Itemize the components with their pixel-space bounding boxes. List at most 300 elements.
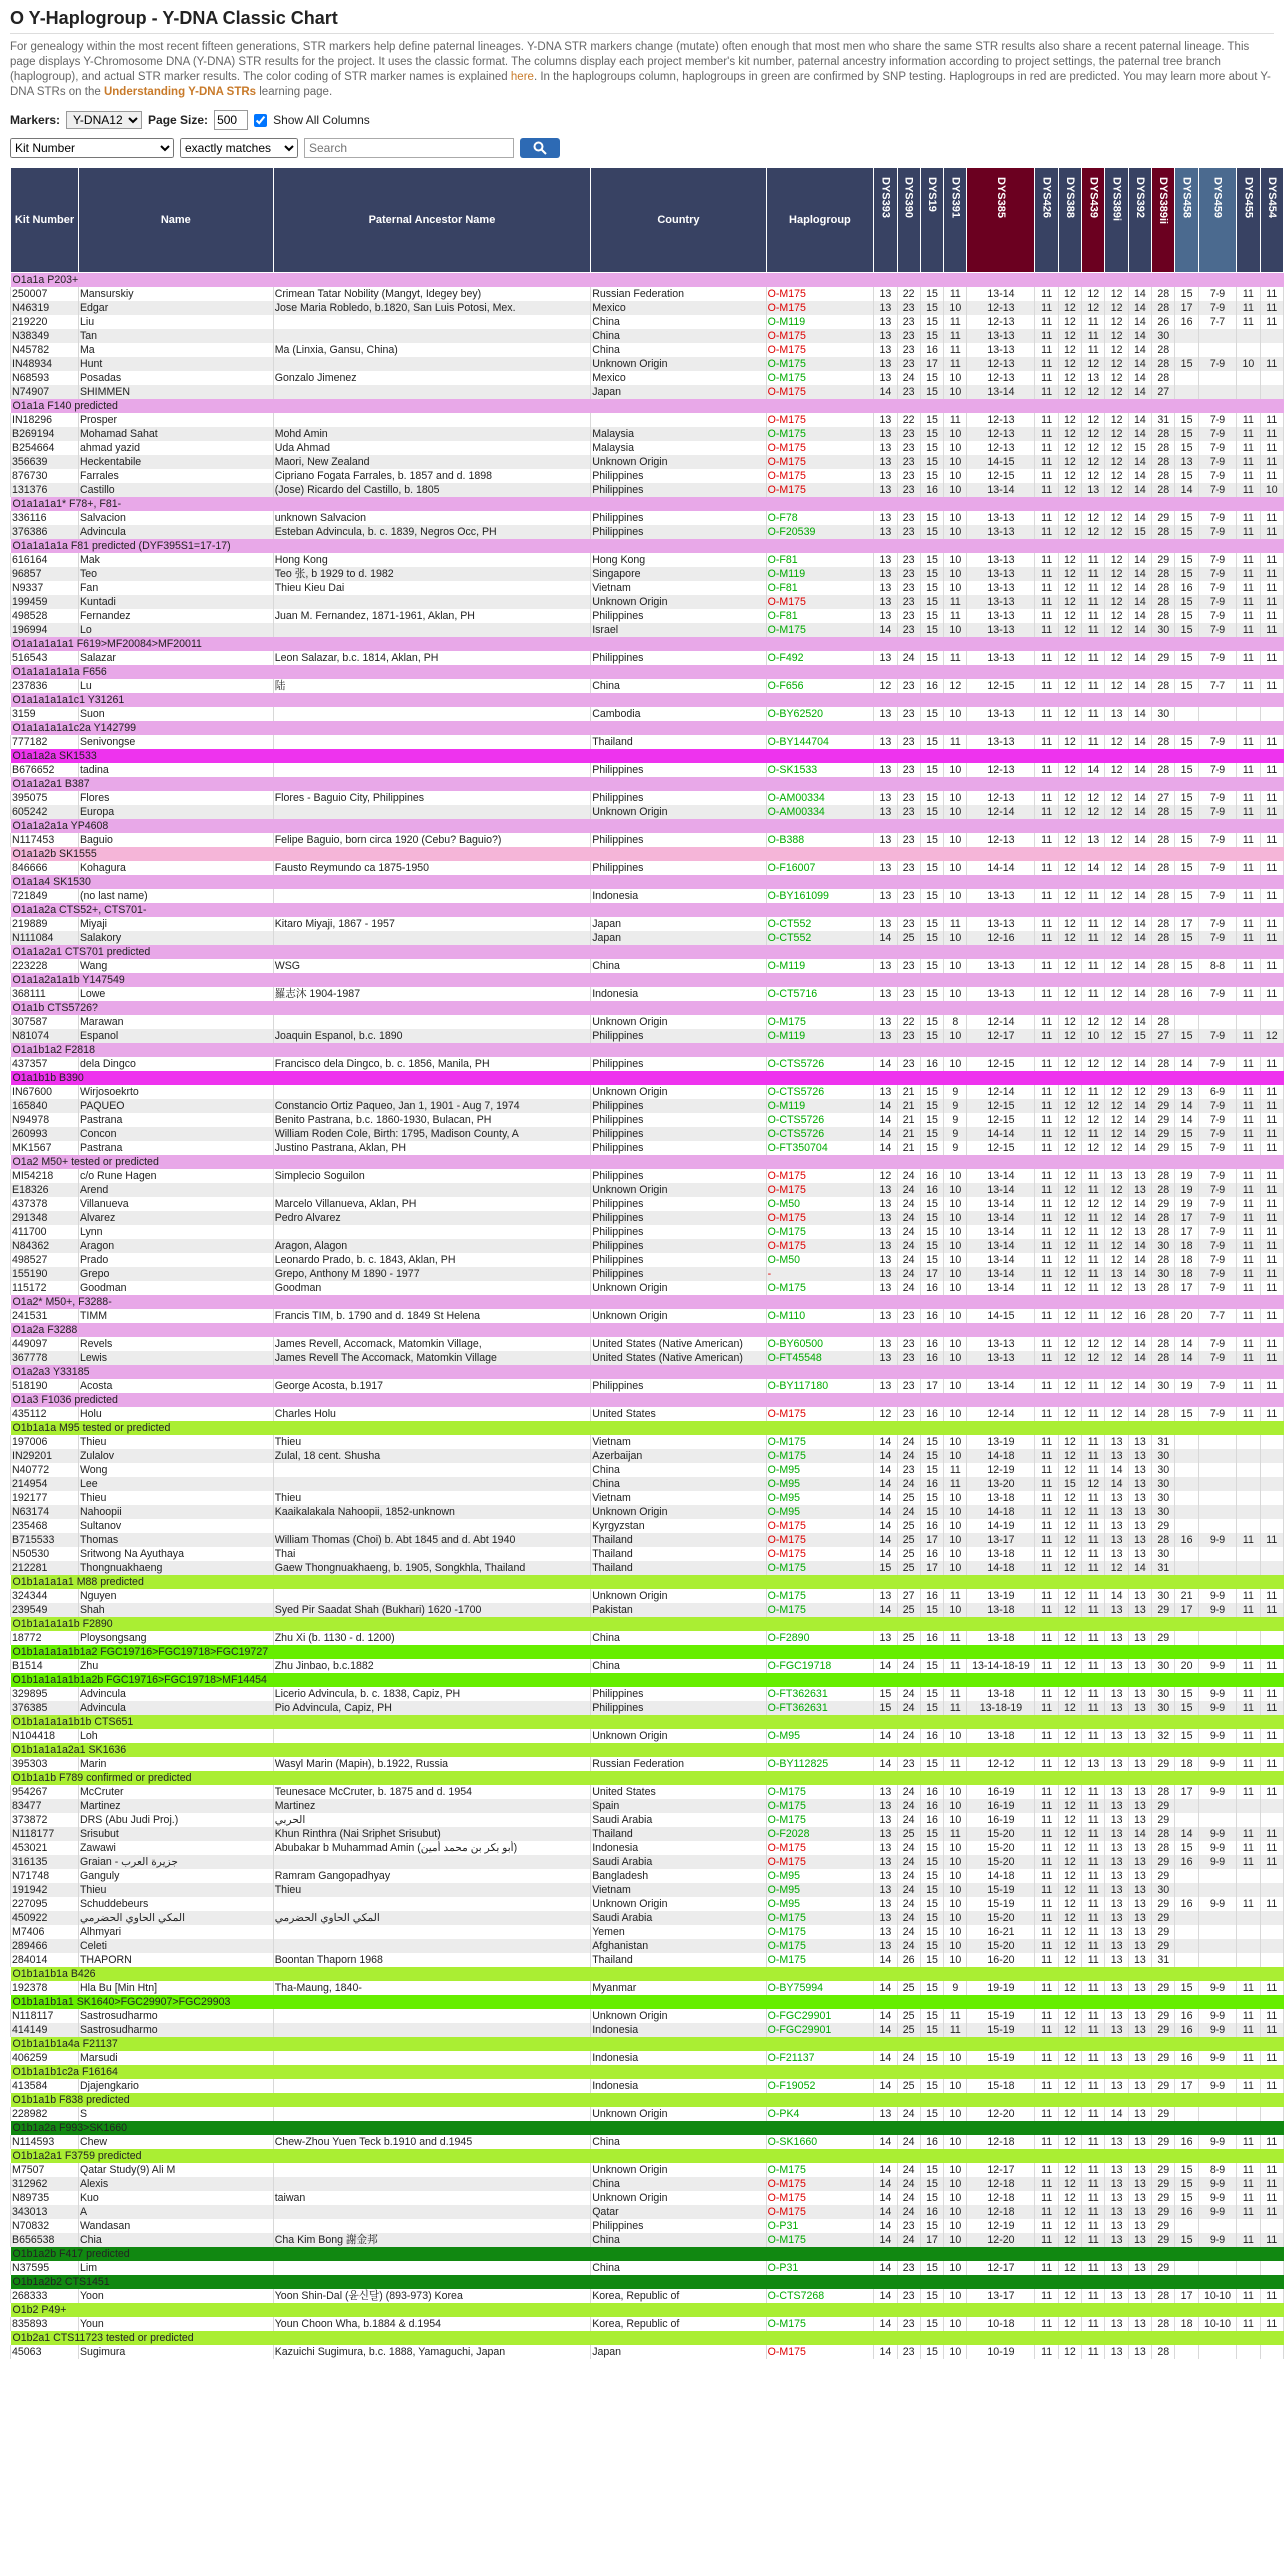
str-value: 13 xyxy=(874,1897,897,1911)
str-value: 10 xyxy=(944,1925,967,1939)
str-value: 23 xyxy=(897,483,920,497)
haplogroup: O-FT45548 xyxy=(766,1351,874,1365)
table-row[interactable] xyxy=(11,1813,1284,1827)
table-row[interactable] xyxy=(11,1085,1284,1099)
table-row[interactable] xyxy=(11,1029,1284,1043)
str-value: 12-14 xyxy=(967,1085,1035,1099)
column-header-dys385[interactable] xyxy=(967,168,1035,273)
table-row[interactable] xyxy=(11,735,1284,749)
table-row[interactable] xyxy=(11,2219,1284,2233)
table-row[interactable] xyxy=(11,553,1284,567)
str-value: 9 xyxy=(944,1141,967,1155)
str-value: 28 xyxy=(1152,959,1175,973)
table-row[interactable] xyxy=(11,1939,1284,1953)
table-row[interactable] xyxy=(11,1799,1284,1813)
member-name: Kuo xyxy=(78,2191,273,2205)
str-value: 12 xyxy=(1082,441,1105,455)
table-row[interactable] xyxy=(11,623,1284,637)
table-row[interactable] xyxy=(11,371,1284,385)
table-row[interactable] xyxy=(11,2177,1284,2191)
table-row[interactable] xyxy=(11,1015,1284,1029)
str-value: 28 xyxy=(1152,483,1175,497)
table-row[interactable] xyxy=(11,1057,1284,1071)
table-row[interactable] xyxy=(11,413,1284,427)
table-row[interactable] xyxy=(11,1491,1284,1505)
str-value xyxy=(1260,1435,1283,1449)
str-value: 14 xyxy=(1128,1057,1151,1071)
str-value: 11 xyxy=(1260,595,1283,609)
column-header-kit-number[interactable]: Kit Number xyxy=(11,168,79,273)
column-header-dys455[interactable] xyxy=(1237,168,1260,273)
table-row[interactable] xyxy=(11,2233,1284,2247)
table-row[interactable] xyxy=(11,1337,1284,1351)
str-value: 14 xyxy=(874,1603,897,1617)
table-row[interactable] xyxy=(11,1113,1284,1127)
str-value: 28 xyxy=(1152,1225,1175,1239)
country: Philippines xyxy=(591,483,766,497)
table-row[interactable] xyxy=(11,2107,1284,2121)
learning-page-link[interactable]: Understanding Y-DNA STRs xyxy=(103,86,257,98)
str-value: 14 xyxy=(1128,763,1151,777)
str-value: 13 xyxy=(1105,2023,1128,2037)
str-value: 11 xyxy=(1237,987,1260,1001)
table-row[interactable] xyxy=(11,1659,1284,1673)
str-value: 17 xyxy=(1175,1211,1198,1225)
str-value: 13 xyxy=(1128,1729,1151,1743)
str-value: 12 xyxy=(1058,595,1081,609)
str-value xyxy=(1198,1939,1237,1953)
str-value: 12 xyxy=(1105,441,1128,455)
str-value: 16-19 xyxy=(967,1785,1035,1799)
table-row[interactable] xyxy=(11,1127,1284,1141)
str-value: 11 xyxy=(1082,1491,1105,1505)
table-row[interactable] xyxy=(11,511,1284,525)
table-row[interactable] xyxy=(11,1533,1284,1547)
str-value: 11 xyxy=(1237,1183,1260,1197)
str-value: 13-20 xyxy=(967,1477,1035,1491)
haplogroup-group-row xyxy=(11,1393,1284,1407)
str-value: 11 xyxy=(1035,1953,1058,1967)
country: China xyxy=(591,959,766,973)
str-value: 11 xyxy=(1035,1029,1058,1043)
paternal-ancestor: Teo 张, b 1929 to d. 1982 xyxy=(273,567,590,581)
table-row[interactable] xyxy=(11,1953,1284,1967)
str-value: 24 xyxy=(897,1169,920,1183)
column-header-dys391[interactable] xyxy=(944,168,967,273)
table-row[interactable] xyxy=(11,595,1284,609)
paternal-ancestor: Kazuichi Sugimura, b.c. 1888, Yamaguchi, Japan xyxy=(273,2345,590,2359)
str-value xyxy=(1175,2219,1198,2233)
haplogroup-group-row xyxy=(11,693,1284,707)
table-row[interactable] xyxy=(11,609,1284,623)
str-value: 30 xyxy=(1152,1449,1175,1463)
str-value: 10 xyxy=(944,987,967,1001)
str-value: 11 xyxy=(1082,595,1105,609)
table-row[interactable] xyxy=(11,287,1284,301)
paternal-ancestor: Benito Pastrana, b.c. 1860-1930, Bulacan, PH xyxy=(273,1113,590,1127)
str-value: 11 xyxy=(1082,1407,1105,1421)
str-value: 14 xyxy=(874,623,897,637)
member-name: Lynn xyxy=(78,1225,273,1239)
str-value: 17 xyxy=(920,1379,943,1393)
str-value xyxy=(1260,1463,1283,1477)
table-row[interactable] xyxy=(11,1435,1284,1449)
str-value: 11 xyxy=(1082,623,1105,637)
paternal-ancestor xyxy=(273,413,590,427)
haplogroup: O-M119 xyxy=(766,315,874,329)
haplogroup: O-M175 xyxy=(766,1183,874,1197)
column-header-paternal-ancestor-name[interactable]: Paternal Ancestor Name xyxy=(273,168,590,273)
str-value: 15 xyxy=(920,525,943,539)
haplogroup: O-M175 xyxy=(766,1799,874,1813)
haplogroup: O-FGC29901 xyxy=(766,2009,874,2023)
str-value: 30 xyxy=(1152,1659,1175,1673)
column-header-label: DYS459 xyxy=(1211,177,1224,218)
paternal-ancestor: James Revell The Accomack, Matomkin Village xyxy=(273,1351,590,1365)
match-type-select[interactable] xyxy=(180,138,298,158)
column-header-dys426[interactable] xyxy=(1035,168,1058,273)
table-row[interactable] xyxy=(11,679,1284,693)
table-row[interactable] xyxy=(11,455,1284,469)
member-name: Zawawi xyxy=(78,1841,273,1855)
str-value: 11 xyxy=(1035,1253,1058,1267)
str-value: 12-18 xyxy=(967,2177,1035,2191)
str-value: 11 xyxy=(1035,1547,1058,1561)
str-value: 12 xyxy=(874,1169,897,1183)
table-row[interactable] xyxy=(11,1729,1284,1743)
str-value: 12 xyxy=(1105,1225,1128,1239)
str-value xyxy=(1237,1939,1260,1953)
str-value: 7-7 xyxy=(1198,1309,1237,1323)
haplogroup-group-row xyxy=(11,1743,1284,1757)
column-header-dys459[interactable] xyxy=(1198,168,1237,273)
table-row[interactable] xyxy=(11,2163,1284,2177)
str-value: 23 xyxy=(897,861,920,875)
table-row[interactable] xyxy=(11,805,1284,819)
table-row[interactable] xyxy=(11,1855,1284,1869)
table-row[interactable] xyxy=(11,1099,1284,1113)
table-row[interactable] xyxy=(11,315,1284,329)
haplogroup: O-M175 xyxy=(766,1211,874,1225)
table-row[interactable] xyxy=(11,1211,1284,1225)
str-value: 12 xyxy=(1058,343,1081,357)
str-value: 11 xyxy=(1260,1225,1283,1239)
str-value: 10 xyxy=(944,525,967,539)
table-row[interactable] xyxy=(11,581,1284,595)
table-row[interactable] xyxy=(11,2023,1284,2037)
table-row[interactable] xyxy=(11,1141,1284,1155)
str-value: 24 xyxy=(897,1267,920,1281)
str-value xyxy=(1237,385,1260,399)
paternal-ancestor xyxy=(273,735,590,749)
country: Unknown Origin xyxy=(591,1309,766,1323)
table-row[interactable] xyxy=(11,1505,1284,1519)
table-row[interactable] xyxy=(11,763,1284,777)
haplogroup-group-row xyxy=(11,1575,1284,1589)
table-row[interactable] xyxy=(11,1309,1284,1323)
str-value: 12 xyxy=(1105,287,1128,301)
str-value: 11 xyxy=(1260,1099,1283,1113)
str-value: 29 xyxy=(1152,1631,1175,1645)
member-name: Revels xyxy=(78,1337,273,1351)
table-row[interactable] xyxy=(11,1785,1284,1799)
paternal-ancestor xyxy=(273,2023,590,2037)
show-all-columns-checkbox[interactable] xyxy=(254,114,267,127)
paternal-ancestor xyxy=(273,1897,590,1911)
markers-select[interactable] xyxy=(66,111,142,129)
table-row[interactable] xyxy=(11,1169,1284,1183)
str-value: 11 xyxy=(1035,469,1058,483)
str-value: 11 xyxy=(1035,805,1058,819)
table-row[interactable] xyxy=(11,1197,1284,1211)
str-value: 11 xyxy=(1237,483,1260,497)
str-value: 13 xyxy=(874,763,897,777)
table-row[interactable] xyxy=(11,2261,1284,2275)
str-value: 10 xyxy=(944,1029,967,1043)
kit-number: 406259 xyxy=(11,2051,79,2065)
table-row[interactable] xyxy=(11,791,1284,805)
str-value: 11 xyxy=(1035,2219,1058,2233)
str-value: 13 xyxy=(874,735,897,749)
table-row[interactable] xyxy=(11,1589,1284,1603)
column-header-name[interactable]: Name xyxy=(78,168,273,273)
str-value: 24 xyxy=(897,1911,920,1925)
table-row[interactable] xyxy=(11,1281,1284,1295)
str-value xyxy=(1175,1953,1198,1967)
str-value: 13 xyxy=(1128,2261,1151,2275)
group-label: O1a1a1a1a1c1 Y31261 xyxy=(11,693,1284,707)
table-row[interactable] xyxy=(11,1183,1284,1197)
str-value: 29 xyxy=(1152,1085,1175,1099)
table-row[interactable] xyxy=(11,931,1284,945)
table-row[interactable] xyxy=(11,301,1284,315)
str-value: 13 xyxy=(874,1253,897,1267)
table-row[interactable] xyxy=(11,917,1284,931)
table-row[interactable] xyxy=(11,861,1284,875)
str-value: 12 xyxy=(1082,1351,1105,1365)
str-value: 12 xyxy=(1105,385,1128,399)
str-value: 13 xyxy=(1128,1869,1151,1883)
haplogroup: O-F2028 xyxy=(766,1827,874,1841)
table-row[interactable] xyxy=(11,2051,1284,2065)
str-value xyxy=(1175,1939,1198,1953)
table-row[interactable] xyxy=(11,1225,1284,1239)
str-value: 11 xyxy=(1082,1169,1105,1183)
column-header-dys439[interactable] xyxy=(1082,168,1105,273)
table-row[interactable] xyxy=(11,1547,1284,1561)
table-row[interactable] xyxy=(11,2345,1284,2359)
column-header-dys393[interactable] xyxy=(874,168,897,273)
page-size-input[interactable] xyxy=(214,110,248,130)
table-row[interactable] xyxy=(11,1253,1284,1267)
str-value: 23 xyxy=(897,1757,920,1771)
table-row[interactable] xyxy=(11,959,1284,973)
table-row[interactable] xyxy=(11,427,1284,441)
str-value: 15 xyxy=(920,1897,943,1911)
str-value: 12 xyxy=(1058,455,1081,469)
table-row[interactable] xyxy=(11,525,1284,539)
str-value: 7-9 xyxy=(1198,1183,1237,1197)
str-value: 12 xyxy=(1058,1533,1081,1547)
table-row[interactable] xyxy=(11,1687,1284,1701)
str-value: 13 xyxy=(1105,1855,1128,1869)
str-value: 15 xyxy=(1175,427,1198,441)
member-name: Sastrosudharmo xyxy=(78,2023,273,2037)
str-value xyxy=(1237,371,1260,385)
str-value: 12 xyxy=(1058,469,1081,483)
str-value: 11 xyxy=(1035,1841,1058,1855)
table-row[interactable] xyxy=(11,1561,1284,1575)
str-value: 13 xyxy=(874,1925,897,1939)
table-row[interactable] xyxy=(11,1239,1284,1253)
group-label: O1a1a1a1a1 F619>MF20084>MF20011 xyxy=(11,637,1284,651)
str-value: 10 xyxy=(944,1309,967,1323)
str-value xyxy=(1260,1883,1283,1897)
table-row[interactable] xyxy=(11,651,1284,665)
table-row[interactable] xyxy=(11,1449,1284,1463)
haplogroup: O-CTS7268 xyxy=(766,2289,874,2303)
str-value: 12 xyxy=(1058,1869,1081,1883)
str-value: 29 xyxy=(1152,1127,1175,1141)
str-value: 14 xyxy=(1128,567,1151,581)
table-row[interactable] xyxy=(11,1827,1284,1841)
table-row[interactable] xyxy=(11,987,1284,1001)
table-row[interactable] xyxy=(11,1603,1284,1617)
search-input[interactable] xyxy=(304,138,514,158)
table-row[interactable] xyxy=(11,889,1284,903)
table-row[interactable] xyxy=(11,2009,1284,2023)
str-value: 11 xyxy=(1035,1183,1058,1197)
paternal-ancestor: Martinez xyxy=(273,1799,590,1813)
column-header-dys390[interactable] xyxy=(897,168,920,273)
haplogroup: O-M175 xyxy=(766,2345,874,2359)
str-value: 12-15 xyxy=(967,679,1035,693)
str-value: 15 xyxy=(920,1113,943,1127)
haplogroup: O-BY144704 xyxy=(766,735,874,749)
table-row[interactable] xyxy=(11,469,1284,483)
table-row[interactable] xyxy=(11,343,1284,357)
table-row[interactable] xyxy=(11,1897,1284,1911)
str-value: 24 xyxy=(897,1211,920,1225)
str-value: 12-13 xyxy=(967,441,1035,455)
table-row[interactable] xyxy=(11,1911,1284,1925)
str-value: 11 xyxy=(1237,1267,1260,1281)
str-value xyxy=(1198,2345,1237,2359)
str-value: 11 xyxy=(1260,1687,1283,1701)
table-row[interactable] xyxy=(11,1379,1284,1393)
table-row[interactable] xyxy=(11,2205,1284,2219)
table-row[interactable] xyxy=(11,707,1284,721)
str-value: 11 xyxy=(1260,2023,1283,2037)
table-row[interactable] xyxy=(11,2289,1284,2303)
str-value xyxy=(1260,1953,1283,1967)
str-value: 11 xyxy=(1082,553,1105,567)
haplogroup-group-row xyxy=(11,1295,1284,1309)
table-row[interactable] xyxy=(11,567,1284,581)
column-header-dys19[interactable] xyxy=(920,168,943,273)
table-row[interactable] xyxy=(11,833,1284,847)
marker-color-link[interactable]: here xyxy=(510,71,534,83)
table-row[interactable] xyxy=(11,2317,1284,2331)
table-row[interactable] xyxy=(11,357,1284,371)
group-label: O1b1a1b F789 confirmed or predicted xyxy=(11,1771,1284,1785)
table-row[interactable] xyxy=(11,2191,1284,2205)
str-value: 7-9 xyxy=(1198,1197,1237,1211)
table-row[interactable] xyxy=(11,1407,1284,1421)
paternal-ancestor xyxy=(273,1729,590,1743)
str-value: 14 xyxy=(1082,763,1105,777)
str-value: 11 xyxy=(1035,1463,1058,1477)
search-field-select[interactable] xyxy=(10,138,174,158)
str-value: 17 xyxy=(1175,917,1198,931)
column-header-dys389ii[interactable] xyxy=(1152,168,1175,273)
table-row[interactable] xyxy=(11,1519,1284,1533)
column-header-country[interactable]: Country xyxy=(591,168,766,273)
table-row[interactable] xyxy=(11,1463,1284,1477)
str-value: 12-15 xyxy=(967,1057,1035,1071)
str-value: 24 xyxy=(897,1197,920,1211)
table-row[interactable] xyxy=(11,329,1284,343)
table-row[interactable] xyxy=(11,1477,1284,1491)
table-row[interactable] xyxy=(11,1757,1284,1771)
str-value: 11 xyxy=(944,1589,967,1603)
str-value: 13 xyxy=(1128,2289,1151,2303)
table-row[interactable] xyxy=(11,1351,1284,1365)
column-header-dys388[interactable] xyxy=(1058,168,1081,273)
country: China xyxy=(591,2233,766,2247)
str-value: 13 xyxy=(1105,1869,1128,1883)
column-header-haplogroup[interactable]: Haplogroup xyxy=(766,168,874,273)
str-value: 24 xyxy=(897,2177,920,2191)
table-row[interactable] xyxy=(11,1981,1284,1995)
column-header-dys458[interactable] xyxy=(1175,168,1198,273)
table-row[interactable] xyxy=(11,1883,1284,1897)
str-value: 13-13 xyxy=(967,595,1035,609)
str-value: 32 xyxy=(1152,1729,1175,1743)
table-row[interactable] xyxy=(11,1925,1284,1939)
table-row[interactable] xyxy=(11,1841,1284,1855)
str-value: 11 xyxy=(1237,1855,1260,1869)
kit-number: 312962 xyxy=(11,2177,79,2191)
table-row[interactable] xyxy=(11,385,1284,399)
table-row[interactable] xyxy=(11,2135,1284,2149)
member-name: McCruter xyxy=(78,1785,273,1799)
str-value: 15 xyxy=(920,1505,943,1519)
str-value: 17 xyxy=(1175,2289,1198,2303)
table-row[interactable] xyxy=(11,1267,1284,1281)
haplogroup: O-BY161099 xyxy=(766,889,874,903)
haplogroup: O-M175 xyxy=(766,1225,874,1239)
table-row[interactable] xyxy=(11,2079,1284,2093)
table-row[interactable] xyxy=(11,1701,1284,1715)
member-name: Alhmyari xyxy=(78,1925,273,1939)
search-button[interactable] xyxy=(520,138,560,158)
country: Philippines xyxy=(591,1057,766,1071)
str-value: 14 xyxy=(1175,1337,1198,1351)
paternal-ancestor: (Jose) Ricardo del Castillo, b. 1805 xyxy=(273,483,590,497)
table-row[interactable] xyxy=(11,441,1284,455)
table-row[interactable] xyxy=(11,1631,1284,1645)
column-header-dys454[interactable] xyxy=(1260,168,1283,273)
paternal-ancestor: Francis TIM, b. 1790 and d. 1849 St Helena xyxy=(273,1309,590,1323)
str-value: 11 xyxy=(1237,931,1260,945)
column-header-dys389i[interactable] xyxy=(1105,168,1128,273)
table-row[interactable] xyxy=(11,483,1284,497)
column-header-dys392[interactable] xyxy=(1128,168,1151,273)
str-value: 12 xyxy=(1058,1659,1081,1673)
table-row[interactable] xyxy=(11,1869,1284,1883)
kit-number: IN48934 xyxy=(11,357,79,371)
